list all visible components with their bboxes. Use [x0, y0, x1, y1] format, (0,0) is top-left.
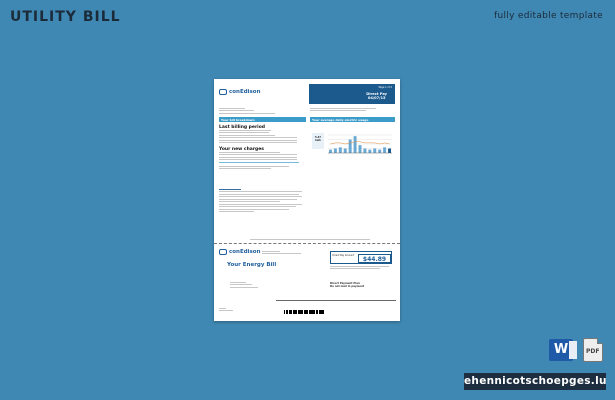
word-file-label: W	[553, 342, 569, 357]
chart-bar	[383, 147, 386, 153]
chart-bar	[339, 147, 342, 153]
usage-chart	[310, 133, 396, 157]
word-file-icon[interactable]	[549, 339, 573, 361]
bill-document[interactable]	[214, 79, 400, 321]
direct-pay-box	[309, 84, 395, 104]
stub-note	[330, 266, 392, 271]
scan-line	[276, 300, 396, 302]
amount-label: Direct Pay Amount	[332, 254, 354, 257]
brand-name: conEdison	[229, 89, 261, 95]
barcode-bar	[323, 310, 324, 314]
payment-plan	[330, 282, 392, 288]
stub-instruction	[250, 239, 370, 241]
page-subtitle: fully editable template	[494, 11, 603, 21]
page-title: UTILITY BILL	[10, 9, 121, 25]
barcode	[284, 310, 324, 314]
direct-pay-info	[366, 92, 387, 100]
direct-pay-date: 04/07/15	[367, 96, 386, 100]
chart-bar	[349, 140, 352, 154]
site-badge[interactable]: ehennicotschoepges.lu	[464, 373, 606, 390]
payment-plan-note: Do not mail in payment	[330, 285, 365, 288]
last-billing-section	[219, 125, 306, 144]
page-tag: Page 1 of 2	[378, 86, 392, 89]
chart-bar	[334, 149, 337, 154]
stub-logo	[219, 249, 261, 255]
chart-bar	[329, 150, 332, 153]
logo-mark-icon	[219, 89, 227, 95]
chart-bar	[378, 150, 381, 153]
pdf-file-label: PDF	[586, 348, 600, 355]
pdf-file-icon[interactable]	[583, 338, 603, 362]
new-charges-title: Your new charges	[219, 147, 264, 152]
customer-address	[230, 282, 270, 289]
payment-plan-title: Direct Payment Plan	[330, 282, 360, 285]
chart-bar	[368, 150, 371, 153]
direct-pay-title: Direct Pay	[366, 92, 387, 96]
mail-code	[219, 308, 237, 313]
messages-section	[219, 189, 306, 214]
stub-brand-name: conEdison	[229, 249, 261, 255]
tear-line	[214, 243, 400, 244]
chart-bar	[373, 149, 376, 154]
stub-title: Your Energy Bill	[227, 262, 277, 268]
chart-bar	[344, 149, 347, 154]
chart-bar	[363, 149, 366, 154]
stub-return-address	[262, 251, 322, 256]
amount-box	[330, 251, 392, 264]
chart-bar	[388, 149, 391, 154]
brand-logo	[219, 89, 261, 95]
amount-value: $44.89	[358, 254, 391, 263]
chart-bar	[354, 136, 357, 153]
account-summary	[310, 108, 395, 113]
new-charges-section	[219, 147, 306, 170]
chart-bar	[359, 145, 362, 153]
account-address	[219, 108, 283, 115]
usage-value: 5.47 kwh	[312, 133, 324, 149]
bill-breakdown-bar: Your bill breakdown	[219, 117, 306, 122]
chart-temperature-line	[330, 142, 389, 144]
last-billing-title: Last billing period	[219, 125, 266, 130]
stub-logo-mark-icon	[219, 249, 227, 255]
usage-bar: Your average daily electric usage	[310, 117, 395, 122]
